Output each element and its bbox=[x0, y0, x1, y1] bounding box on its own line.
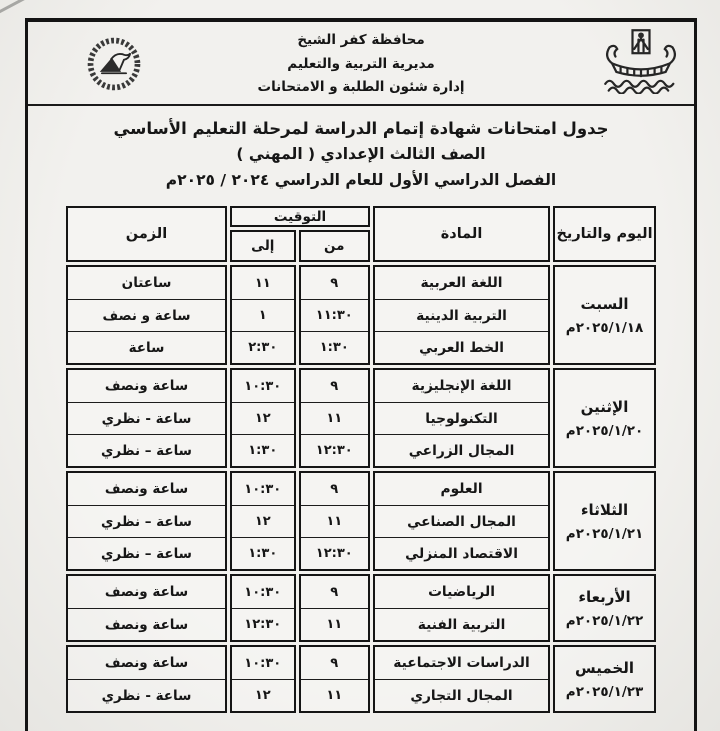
start-time-cell: ١٢:٣٠ bbox=[301, 434, 369, 466]
end-time-column bbox=[230, 368, 296, 468]
day-name: الأربعاء bbox=[578, 587, 631, 606]
subject-column bbox=[373, 574, 550, 642]
org-lines bbox=[28, 29, 694, 100]
day-date: ٢٠٢٥/١/٢٠م bbox=[565, 422, 644, 439]
table-header-row bbox=[66, 206, 656, 262]
start-time-cell: ١١ bbox=[301, 679, 369, 711]
day-date-cell bbox=[553, 471, 656, 571]
header-timing: التوقيت bbox=[230, 206, 370, 227]
duration-cell: ساعة – نظري bbox=[68, 537, 225, 569]
day-name: الإثنين bbox=[580, 397, 629, 416]
end-time-column bbox=[230, 265, 296, 365]
exam-schedule-table bbox=[66, 206, 656, 713]
subject-column bbox=[373, 368, 550, 468]
duration-cell: ساعتان bbox=[121, 275, 172, 292]
end-time-cell: ١٢ bbox=[232, 679, 294, 711]
subject-column bbox=[373, 265, 550, 365]
subject-cell: التربية الفنية bbox=[375, 608, 548, 640]
start-time-cell: ١١ bbox=[301, 608, 369, 640]
start-time-column bbox=[299, 574, 371, 642]
start-time-cell: ١١ bbox=[301, 402, 369, 434]
day-date: ٢٠٢٥/١/٢٣م bbox=[565, 683, 644, 700]
duration-cell: ساعة – نظري bbox=[68, 505, 225, 537]
subject-cell: المجال الصناعي bbox=[375, 505, 548, 537]
document-title bbox=[28, 106, 694, 199]
end-time-cell: ١٠:٣٠ bbox=[244, 481, 282, 497]
start-time-cell: ٩ bbox=[330, 655, 339, 671]
day-group-row bbox=[66, 574, 656, 642]
end-time-cell: ٢:٣٠ bbox=[232, 331, 294, 363]
subject-cell: اللغة الإنجليزية bbox=[411, 378, 512, 395]
end-time-column bbox=[230, 574, 296, 642]
duration-cell: ساعة bbox=[68, 331, 225, 363]
subject-cell: العلوم bbox=[440, 481, 483, 498]
document-page-frame bbox=[25, 18, 697, 731]
subject-cell: المجال التجاري bbox=[375, 679, 548, 711]
day-group-row bbox=[66, 471, 656, 571]
duration-cell: ساعة – نظري bbox=[68, 434, 225, 466]
duration-cell: ساعة - نظري bbox=[68, 402, 225, 434]
duration-cell: ساعة ونصف bbox=[104, 481, 189, 498]
title-line-3: الفصل الدراسي الأول للعام الدراسي ٢٠٢٤ / ٢٠٢٥م bbox=[165, 170, 557, 189]
start-time-cell: ١١ bbox=[301, 505, 369, 537]
header-timing-group bbox=[230, 206, 370, 262]
start-time-column bbox=[299, 645, 371, 713]
start-time-cell: ١١:٣٠ bbox=[301, 299, 369, 331]
table-body bbox=[66, 265, 656, 713]
end-time-cell: ١٢ bbox=[232, 402, 294, 434]
duration-column bbox=[66, 574, 227, 642]
duration-cell: ساعة و نصف bbox=[68, 299, 225, 331]
header-subject: المادة bbox=[373, 206, 550, 262]
scan-corner-artifact bbox=[0, 0, 36, 16]
duration-cell: ساعة ونصف bbox=[104, 584, 189, 601]
subject-cell: التربية الدينية bbox=[375, 299, 548, 331]
end-time-cell: ١٢:٣٠ bbox=[232, 608, 294, 640]
duration-cell: ساعة ونصف bbox=[104, 655, 189, 672]
end-time-column bbox=[230, 645, 296, 713]
day-date-cell bbox=[553, 645, 656, 713]
header-to: إلى bbox=[230, 230, 296, 262]
duration-column bbox=[66, 265, 227, 365]
subject-column bbox=[373, 645, 550, 713]
subject-cell: الرياضيات bbox=[428, 584, 495, 601]
day-date-cell bbox=[553, 574, 656, 642]
title-line-1: جدول امتحانات شهادة إتمام الدراسة لمرحلة التعليم الأساسي bbox=[113, 119, 609, 138]
day-group-row bbox=[66, 265, 656, 365]
day-date: ٢٠٢٥/١/٢١م bbox=[565, 525, 644, 542]
end-time-column bbox=[230, 471, 296, 571]
org-line-governorate: محافظة كفر الشيخ bbox=[297, 32, 425, 48]
end-time-cell: ١:٣٠ bbox=[232, 537, 294, 569]
subject-cell: الدراسات الاجتماعية bbox=[393, 655, 530, 672]
subject-cell: الخط العربي bbox=[375, 331, 548, 363]
header-from: من bbox=[299, 230, 371, 262]
day-date-cell bbox=[553, 368, 656, 468]
header-day-date: اليوم والتاريخ bbox=[553, 206, 656, 262]
end-time-cell: ١٠:٣٠ bbox=[244, 584, 282, 600]
start-time-cell: ٩ bbox=[330, 481, 339, 497]
day-name: السبت bbox=[580, 294, 629, 313]
letterhead bbox=[28, 22, 694, 106]
start-time-column bbox=[299, 471, 371, 571]
duration-cell: ساعة - نظري bbox=[68, 679, 225, 711]
title-line-2: الصف الثالث الإعدادي ( المهني ) bbox=[236, 145, 486, 164]
subject-cell: المجال الزراعي bbox=[375, 434, 548, 466]
subject-cell: التكنولوجيا bbox=[375, 402, 548, 434]
start-time-cell: ١٢:٣٠ bbox=[301, 537, 369, 569]
day-date: ٢٠٢٥/١/٢٢م bbox=[565, 612, 644, 629]
day-name: الخميس bbox=[575, 658, 634, 677]
end-time-cell: ١:٣٠ bbox=[232, 434, 294, 466]
start-time-cell: ٩ bbox=[330, 275, 339, 291]
subject-column bbox=[373, 471, 550, 571]
day-group-row bbox=[66, 368, 656, 468]
start-time-column bbox=[299, 368, 371, 468]
start-time-cell: ٩ bbox=[330, 378, 339, 394]
org-line-directorate: مديرية التربية والتعليم bbox=[287, 55, 435, 72]
org-line-administration: إدارة شئون الطلبة و الامتحانات bbox=[257, 79, 465, 96]
duration-column bbox=[66, 645, 227, 713]
duration-cell: ساعة ونصف bbox=[104, 378, 189, 395]
subject-cell: اللغة العربية bbox=[420, 275, 503, 292]
start-time-cell: ٩ bbox=[330, 584, 339, 600]
duration-column bbox=[66, 368, 227, 468]
day-date-cell bbox=[553, 265, 656, 365]
start-time-cell: ١:٣٠ bbox=[301, 331, 369, 363]
end-time-cell: ١١ bbox=[254, 275, 271, 291]
end-time-cell: ١٠:٣٠ bbox=[244, 655, 282, 671]
day-date: ٢٠٢٥/١/١٨م bbox=[565, 319, 644, 336]
duration-cell: ساعة ونصف bbox=[68, 608, 225, 640]
end-time-cell: ١ bbox=[232, 299, 294, 331]
header-duration: الزمن bbox=[66, 206, 227, 262]
end-time-cell: ١٠:٣٠ bbox=[244, 378, 282, 394]
end-time-cell: ١٢ bbox=[232, 505, 294, 537]
day-group-row bbox=[66, 645, 656, 713]
day-name: الثلاثاء bbox=[580, 500, 629, 519]
subject-cell: الاقتصاد المنزلي bbox=[375, 537, 548, 569]
start-time-column bbox=[299, 265, 371, 365]
duration-column bbox=[66, 471, 227, 571]
